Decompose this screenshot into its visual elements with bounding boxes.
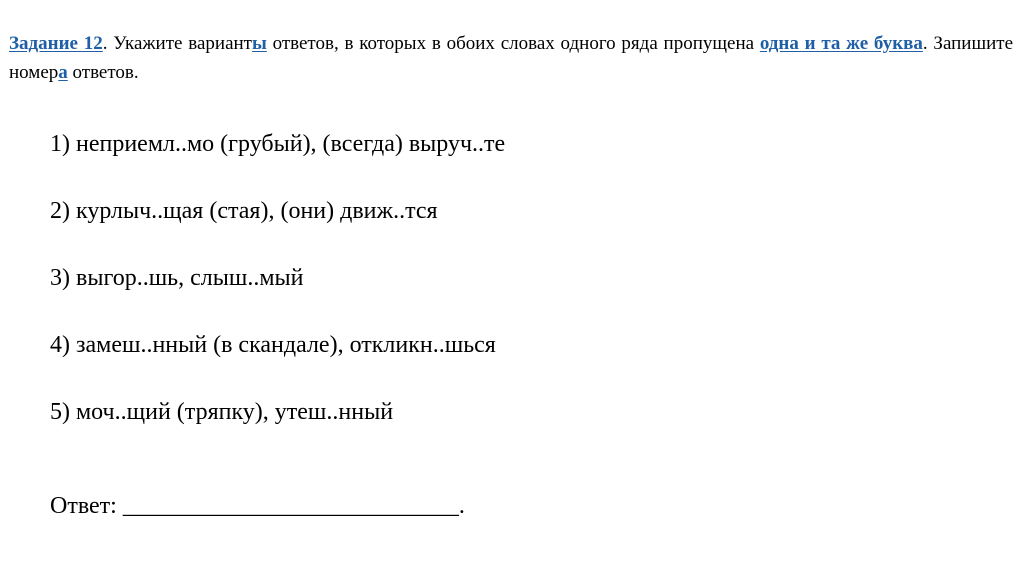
- task-text-part: ответов, в которых в обоих словах одного ряда пропущена: [266, 33, 760, 54]
- answer-label: Ответ:: [50, 493, 123, 519]
- task-plural-ending: ы: [251, 33, 267, 54]
- answer-blank: ____________________________.: [122, 493, 465, 519]
- answer-option: 3) выгор..шь, слыш..мый: [50, 265, 304, 291]
- task-number-ending: а: [58, 62, 68, 83]
- answer-option: 5) моч..щий (тряпку), утеш..нный: [50, 399, 394, 425]
- task-text-part: . Запишите номер: [9, 33, 1014, 83]
- answer-option: 2) курлыч..щая (стая), (они) движ..тся: [50, 198, 438, 224]
- answer-options-list: [50, 127, 505, 462]
- answer-option: 4) замеш..нный (в скандале), откликн..шься: [50, 332, 496, 358]
- task-statement: [9, 29, 1013, 87]
- answer-line: [50, 489, 465, 523]
- answer-option: 1) неприемл..мо (грубый), (всегда) выруч..те: [50, 131, 506, 157]
- task-text-part: ответов.: [67, 62, 139, 83]
- task-number-label: Задание 12: [9, 33, 103, 54]
- task-emphasis: одна и та же буква: [759, 33, 923, 54]
- task-text-part: . Укажите вариант: [102, 33, 252, 54]
